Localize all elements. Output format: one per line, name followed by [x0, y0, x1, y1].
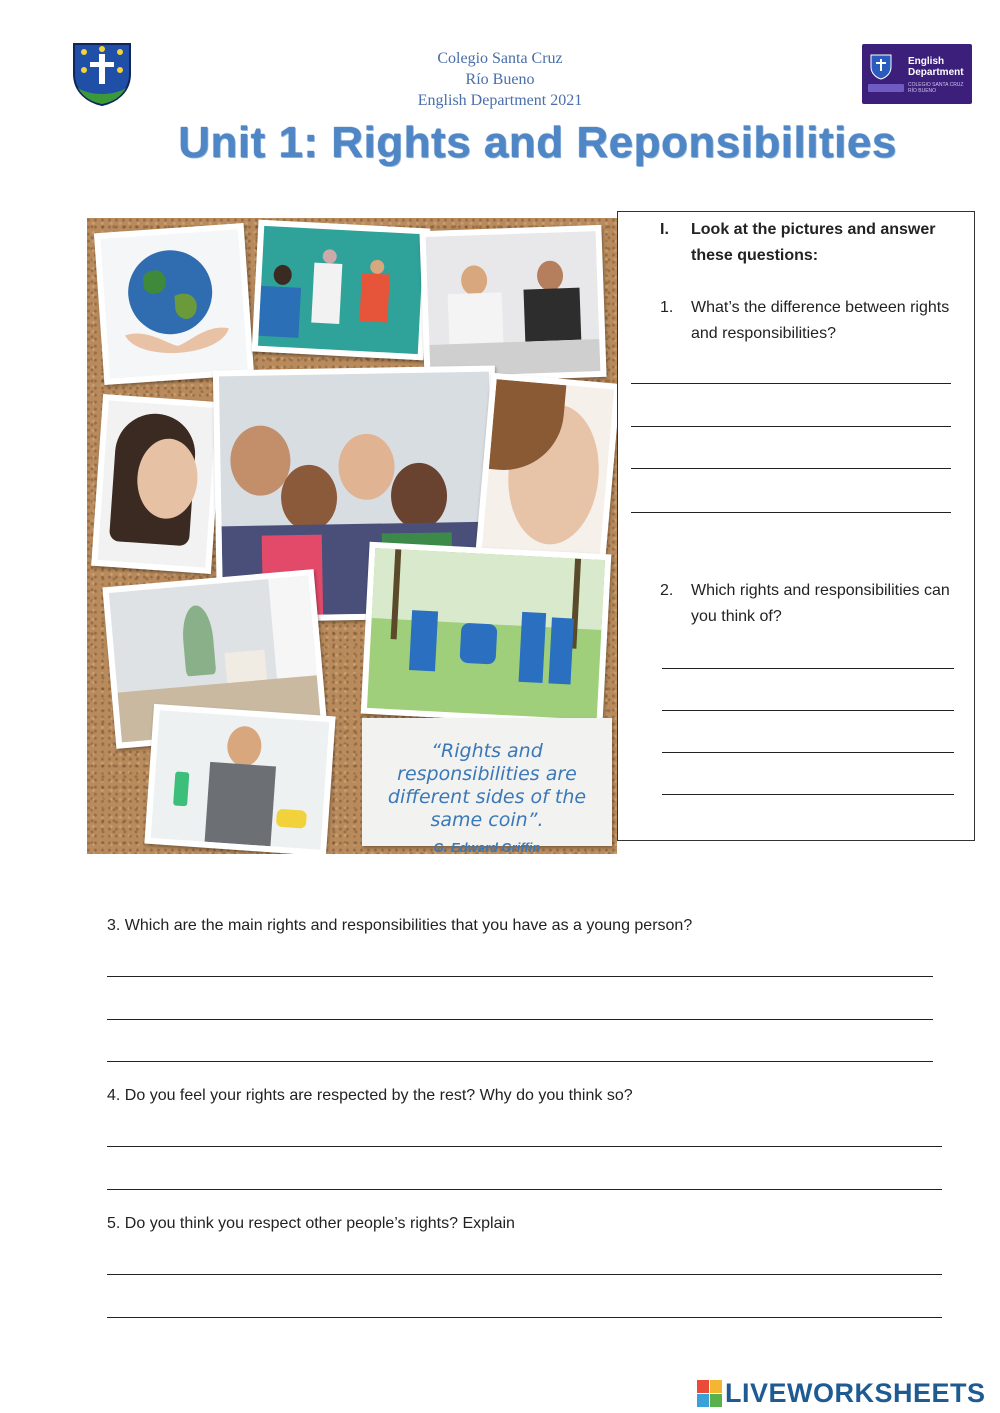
liveworksheets-logo-icon: [697, 1380, 723, 1410]
photo-students-table: [419, 225, 606, 383]
school-header: [350, 48, 650, 111]
answer-line[interactable]: [631, 512, 951, 513]
school-name: Colegio Santa Cruz: [437, 50, 563, 67]
photo-man-cleaning: [144, 704, 335, 854]
answer-line[interactable]: [631, 426, 951, 427]
answer-line[interactable]: [107, 1019, 933, 1020]
answer-line[interactable]: [107, 1061, 933, 1062]
page-title: Unit 1: Rights and Reponsibilities: [178, 118, 897, 167]
quote-text: “Rights and responsibilities are different sides of the same coin”.: [387, 740, 587, 831]
crest-icon: [870, 54, 892, 80]
school-shield-logo: [70, 40, 134, 106]
answer-line[interactable]: [107, 1317, 942, 1318]
photo-earth-hands: [94, 223, 254, 385]
watermark-text: LIVEWORKSHEETS: [725, 1378, 986, 1408]
answer-line[interactable]: [631, 383, 951, 384]
section-number: I.: [660, 221, 669, 238]
photo-woman-shouting: [91, 394, 223, 574]
question-4-text: 4. Do you feel your rights are respected by the rest? Why do you think so?: [107, 1087, 633, 1104]
answer-line[interactable]: [107, 1189, 942, 1190]
section-heading: Look at the pictures and answer these questions:: [691, 221, 936, 264]
quote-author: G. Edward Griffin: [433, 840, 541, 854]
question-3-text: 3. Which are the main rights and responsibilities that you have as a young person?: [107, 917, 693, 934]
question-5-text: 5. Do you think you respect other people’s rights? Explain: [107, 1215, 515, 1232]
question-1-number: 1.: [660, 299, 674, 316]
school-city: Río Bueno: [465, 71, 535, 88]
corkboard-collage: [87, 218, 617, 854]
photo-woman-listening: [475, 373, 617, 566]
school-department: English Department 2021: [417, 92, 583, 109]
answer-line[interactable]: [631, 468, 951, 469]
english-department-logo: [862, 44, 972, 104]
book-icon: [868, 84, 904, 92]
answer-line[interactable]: [107, 1274, 942, 1275]
question-1-text: What’s the difference between rights and responsibilities?: [691, 299, 950, 342]
photo-park-volunteers: [361, 542, 612, 726]
logo-line-department: Department: [908, 67, 964, 78]
earth-icon: [100, 229, 247, 378]
logo-line-english: English: [908, 56, 945, 67]
question-2-text: Which rights and responsibilities can you think of?: [691, 582, 950, 625]
photo-classroom: [252, 220, 431, 361]
answer-line[interactable]: [662, 710, 954, 711]
answer-line[interactable]: [662, 668, 954, 669]
liveworksheets-watermark[interactable]: [697, 1376, 997, 1412]
answer-line[interactable]: [662, 794, 954, 795]
answer-line[interactable]: [662, 752, 954, 753]
question-2-number: 2.: [660, 582, 674, 599]
logo-line-school: COLEGIO SANTA CRUZ RÍO BUENO: [908, 82, 964, 94]
answer-line[interactable]: [107, 1146, 942, 1147]
quote-card: [362, 718, 612, 854]
answer-line[interactable]: [107, 976, 933, 977]
questions-box: [617, 211, 975, 841]
